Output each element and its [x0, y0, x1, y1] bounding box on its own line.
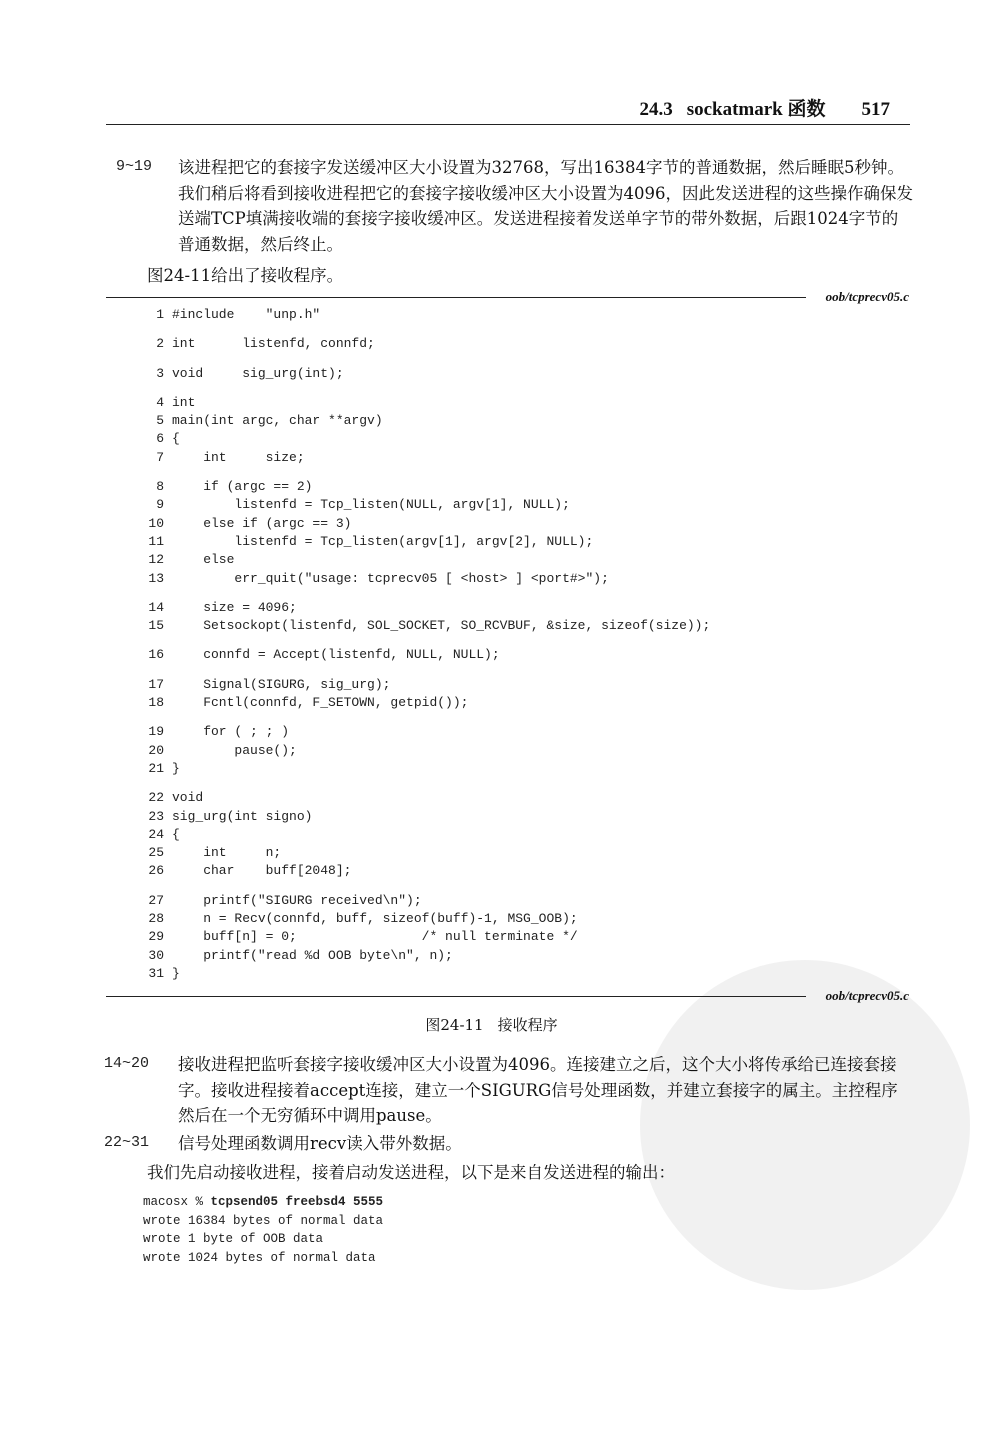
line-number: 25 — [148, 845, 164, 861]
line-number: 13 — [148, 570, 164, 586]
code-text: main(int argc, char **argv) — [172, 413, 383, 429]
code-text: listenfd = Tcp_listen(argv[1], argv[2], NULL); — [172, 533, 594, 549]
code-listing — [140, 306, 710, 994]
code-text: listenfd = Tcp_listen(NULL, argv[1], NULL); — [172, 497, 570, 513]
code-text: int listenfd, connfd; — [172, 336, 375, 352]
para-tag: 22~31 — [104, 1134, 150, 1151]
code-line — [140, 694, 710, 712]
line-number: 6 — [156, 431, 164, 447]
line-number: 5 — [156, 413, 164, 429]
code-block — [140, 892, 710, 983]
code-text: if (argc == 2) — [172, 479, 313, 495]
code-block — [140, 394, 710, 467]
code-text: void — [172, 790, 204, 806]
code-line — [140, 676, 710, 694]
code-text: char buff[2048]; — [172, 863, 352, 879]
code-line — [140, 430, 710, 448]
section-title: sockatmark 函数 — [686, 99, 826, 120]
code-line — [140, 862, 710, 880]
terminal-output — [143, 1193, 383, 1268]
code-block — [140, 789, 710, 880]
code-block — [140, 676, 710, 713]
code-text: } — [172, 760, 180, 776]
line-number: 19 — [148, 724, 164, 740]
code-text: n = Recv(connfd, buff, sizeof(buff)-1, MSG_OOB); — [172, 911, 578, 927]
code-line — [140, 910, 710, 928]
line-number: 14 — [148, 599, 164, 615]
line-number: 3 — [156, 365, 164, 381]
code-line — [140, 742, 710, 760]
code-block — [140, 646, 710, 664]
code-line — [140, 478, 710, 496]
code-line — [140, 449, 710, 467]
code-line — [140, 515, 710, 533]
code-text: sig_urg(int signo) — [172, 808, 313, 824]
line-number: 30 — [148, 947, 164, 963]
code-text: int size; — [172, 449, 305, 465]
line-number: 15 — [148, 618, 164, 634]
code-line — [140, 723, 710, 741]
code-text: Setsockopt(listenfd, SOL_SOCKET, SO_RCVBUF, &size, sizeof(size)); — [172, 618, 711, 634]
line-number: 24 — [148, 826, 164, 842]
line-number: 7 — [156, 449, 164, 465]
running-header — [0, 94, 890, 121]
code-line — [140, 365, 710, 383]
intro-text: 图24-11给出了接收程序。 — [147, 266, 344, 285]
output-line: wrote 16384 bytes of normal data — [143, 1213, 384, 1228]
code-line — [140, 335, 710, 353]
code-filename: oob/tcprecv05.c — [825, 289, 909, 304]
code-line — [140, 646, 710, 664]
code-line — [140, 394, 710, 412]
line-number: 12 — [148, 552, 164, 568]
code-block — [140, 306, 710, 324]
line-number: 11 — [148, 533, 164, 549]
code-line — [140, 808, 710, 826]
line-number: 8 — [156, 479, 164, 495]
code-line — [140, 892, 710, 910]
page-number: 517 — [861, 99, 890, 120]
prompt: macosx % — [143, 1195, 211, 1209]
code-text: } — [172, 965, 180, 981]
line-number: 16 — [148, 647, 164, 663]
paragraph: 我们先启动接收进程，接着启动发送进程，以下是来自发送进程的输出： — [147, 1163, 675, 1182]
code-line — [140, 412, 710, 430]
line-number: 1 — [156, 307, 164, 322]
line-number: 21 — [148, 760, 164, 776]
code-text: void sig_urg(int); — [172, 365, 344, 381]
code-block — [140, 478, 710, 588]
line-number: 4 — [156, 394, 164, 410]
code-text: { — [172, 826, 180, 842]
line-number: 20 — [148, 742, 164, 758]
code-line — [140, 844, 710, 862]
code-line — [140, 570, 710, 588]
code-text: { — [172, 431, 180, 447]
code-text: size = 4096; — [172, 599, 297, 615]
line-number: 9 — [156, 497, 164, 513]
code-line — [140, 306, 710, 324]
code-text: int — [172, 394, 196, 410]
code-block — [140, 599, 710, 636]
code-text: Signal(SIGURG, sig_urg); — [172, 676, 391, 692]
line-number: 17 — [148, 676, 164, 692]
code-text: buff[n] = 0; /* null terminate */ — [172, 929, 578, 945]
code-text: int n; — [172, 845, 282, 861]
code-line — [140, 496, 710, 514]
line-number: 22 — [148, 790, 164, 806]
code-text: for ( ; ; ) — [172, 724, 290, 740]
caption-title: 接收程序 — [497, 1016, 558, 1034]
caption-label: 图24-11 — [425, 1016, 484, 1034]
code-filename-bottom: oob/tcprecv05.c — [825, 988, 909, 1003]
code-text: connfd = Accept(listenfd, NULL, NULL); — [172, 647, 500, 663]
code-text: else if (argc == 3) — [172, 515, 352, 531]
code-text: printf("read %d OOB byte\n", n); — [172, 947, 453, 963]
code-block — [140, 365, 710, 383]
paragraph: 信号处理函数调用recv读入带外数据。 — [178, 1134, 462, 1153]
code-text: else — [172, 552, 235, 568]
code-line — [140, 965, 710, 983]
code-line — [140, 928, 710, 946]
para-tag: 9~19 — [116, 158, 153, 175]
code-line — [140, 947, 710, 965]
output-line: wrote 1 byte of OOB data — [143, 1232, 324, 1247]
figure-caption — [0, 1014, 983, 1035]
code-bottom-rule — [106, 996, 806, 997]
line-number: 18 — [148, 695, 164, 711]
code-text: pause(); — [172, 742, 297, 758]
code-text: #include "unp.h" — [172, 307, 321, 322]
code-line — [140, 789, 710, 807]
line-number: 2 — [156, 336, 164, 352]
code-line — [140, 826, 710, 844]
line-number: 23 — [148, 808, 164, 824]
code-top-rule — [106, 297, 806, 298]
code-line — [140, 617, 710, 635]
code-line — [140, 599, 710, 617]
code-text: Fcntl(connfd, F_SETOWN, getpid()); — [172, 695, 469, 711]
para-tag: 14~20 — [104, 1055, 150, 1072]
output-line: wrote 1024 bytes of normal data — [143, 1251, 376, 1266]
line-number: 31 — [148, 965, 164, 981]
line-number: 28 — [148, 911, 164, 927]
line-number: 27 — [148, 892, 164, 908]
code-block — [140, 335, 710, 353]
code-line — [140, 760, 710, 778]
code-line — [140, 533, 710, 551]
line-number: 10 — [148, 515, 164, 531]
line-number: 26 — [148, 863, 164, 879]
command: tcpsend05 freebsd4 5555 — [210, 1195, 384, 1209]
header-rule — [106, 124, 910, 125]
paragraph: 该进程把它的套接字发送缓冲区大小设置为32768，写出16384字节的普通数据，然后睡眠5秒钟。我们稍后将看到接收进程把它的套接字接收缓冲区大小设置为4096，因此发送进程的这些操作确保发送端TCP填满接收端的套接字接收缓冲区。发送进程接着发送单字节的带外数据，后跟1024字节的普通数据，然后终止。 — [178, 158, 913, 254]
line-number: 29 — [148, 929, 164, 945]
section-number: 24.3 — [639, 99, 673, 120]
paragraph: 接收进程把监听套接字接收缓冲区大小设置为4096。连接建立之后，这个大小将传承给已连接套接字。接收进程接着accept连接，建立一个SIGURG信号处理函数，并建立套接字的属主。主控程序然后在一个无穷循环中调用pause。 — [178, 1055, 898, 1125]
code-text: printf("SIGURG received\n"); — [172, 892, 422, 908]
code-block — [140, 723, 710, 778]
code-line — [140, 551, 710, 569]
code-text: err_quit("usage: tcprecv05 [ <host> ] <port#>"); — [172, 570, 609, 586]
